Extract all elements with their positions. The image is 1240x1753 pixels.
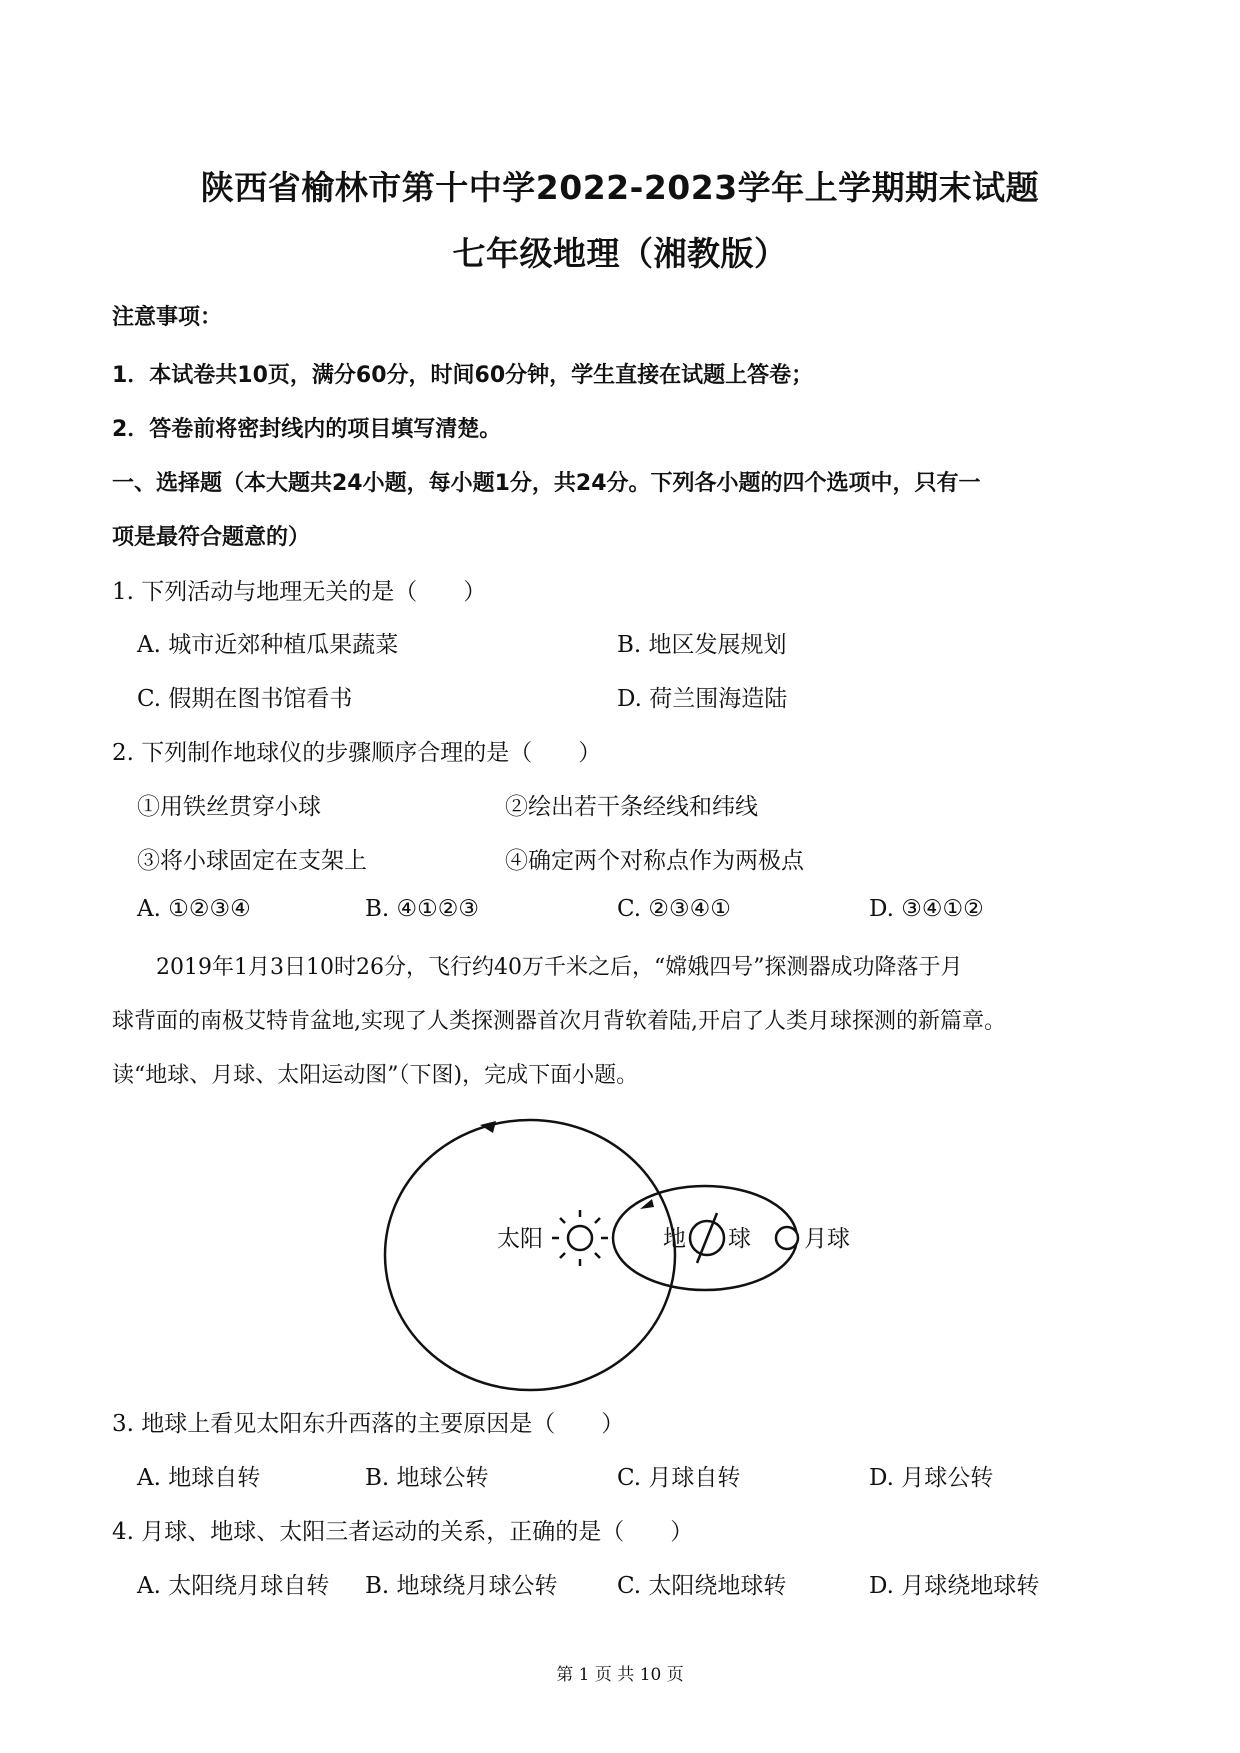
passage-line-2: 球背面的南极艾特肯盆地,实现了人类探测器首次月背软着陆,开启了人类月球探测的新篇章。 (112, 1009, 1006, 1034)
question-3-option-d: D. 月球公转 (869, 1465, 994, 1491)
question-2-step-4: ④确定两个对称点作为两极点 (505, 848, 804, 874)
earth-moon-sun-diagram (380, 1100, 880, 1410)
question-4-option-b: B. 地球绕月球公转 (365, 1573, 558, 1599)
page-title: 陕西省榆林市第十中学2022-2023学年上学期期末试题 (200, 168, 1040, 207)
passage-line-1: 2019年1月3日10时26分，飞行约40万千米之后，“嫦娥四号”探测器成功降落于月 (156, 955, 963, 980)
question-2-option-c: C. ②③④① (617, 896, 731, 922)
question-2-step-2: ②绘出若干条经线和纬线 (505, 794, 758, 820)
question-4-option-d: D. 月球绕地球转 (869, 1573, 1040, 1599)
page-number: 第 1 页 共 10 页 (556, 1665, 684, 1685)
question-3-option-c: C. 月球自转 (617, 1465, 741, 1491)
sun-icon (552, 1210, 608, 1266)
section-heading-line2: 项是最符合题意的） (112, 525, 311, 550)
notes-item-1: 1．本试卷共10页，满分60分，时间60分钟，学生直接在试题上答卷； (112, 363, 814, 388)
question-3-option-a: A. 地球自转 (137, 1465, 261, 1491)
question-1-option-d: D. 荷兰围海造陆 (617, 686, 788, 712)
question-2-option-a: A. ①②③④ (137, 896, 251, 922)
question-1-option-b: B. 地区发展规划 (617, 632, 787, 658)
earth-icon (690, 1213, 724, 1263)
passage-line-3: 读“地球、月球、太阳运动图”（下图)，完成下面小题。 (112, 1063, 639, 1088)
question-4-option-a: A. 太阳绕月球自转 (137, 1573, 330, 1599)
question-4-option-c: C. 太阳绕地球转 (617, 1573, 787, 1599)
earth-orbit (385, 1120, 675, 1390)
question-2-step-1: ①用铁丝贯穿小球 (137, 794, 321, 820)
notes-heading: 注意事项： (112, 305, 223, 330)
moon-icon (776, 1227, 798, 1249)
section-heading-line1: 一、选择题（本大题共24小题，每小题1分，共24分。下列各小题的四个选项中，只有一 (112, 471, 981, 496)
earth-label-left: 地 (663, 1226, 686, 1252)
question-2-step-3: ③将小球固定在支架上 (137, 848, 367, 874)
question-1-option-a: A. 城市近郊种植瓜果蔬菜 (137, 632, 399, 658)
sun-label: 太阳 (497, 1226, 543, 1252)
question-1-option-c: C. 假期在图书馆看书 (137, 686, 353, 712)
question-3-stem: 3. 地球上看见太阳东升西落的主要原因是（ ） (112, 1411, 625, 1437)
question-2-option-b: B. ④①②③ (365, 896, 480, 922)
question-3-option-b: B. 地球公转 (365, 1465, 489, 1491)
notes-item-2: 2．答卷前将密封线内的项目填写清楚。 (112, 417, 502, 442)
question-4-stem: 4. 月球、地球、太阳三者运动的关系，正确的是（ ） (112, 1519, 694, 1545)
earth-label-right: 球 (728, 1226, 751, 1252)
page-subtitle: 七年级地理（湘教版） (452, 234, 788, 273)
question-1-stem: 1. 下列活动与地理无关的是（ ） (112, 579, 487, 605)
question-2-stem: 2. 下列制作地球仪的步骤顺序合理的是（ ） (112, 740, 602, 766)
question-2-option-d: D. ③④①② (869, 896, 984, 922)
moon-label: 月球 (804, 1226, 850, 1252)
